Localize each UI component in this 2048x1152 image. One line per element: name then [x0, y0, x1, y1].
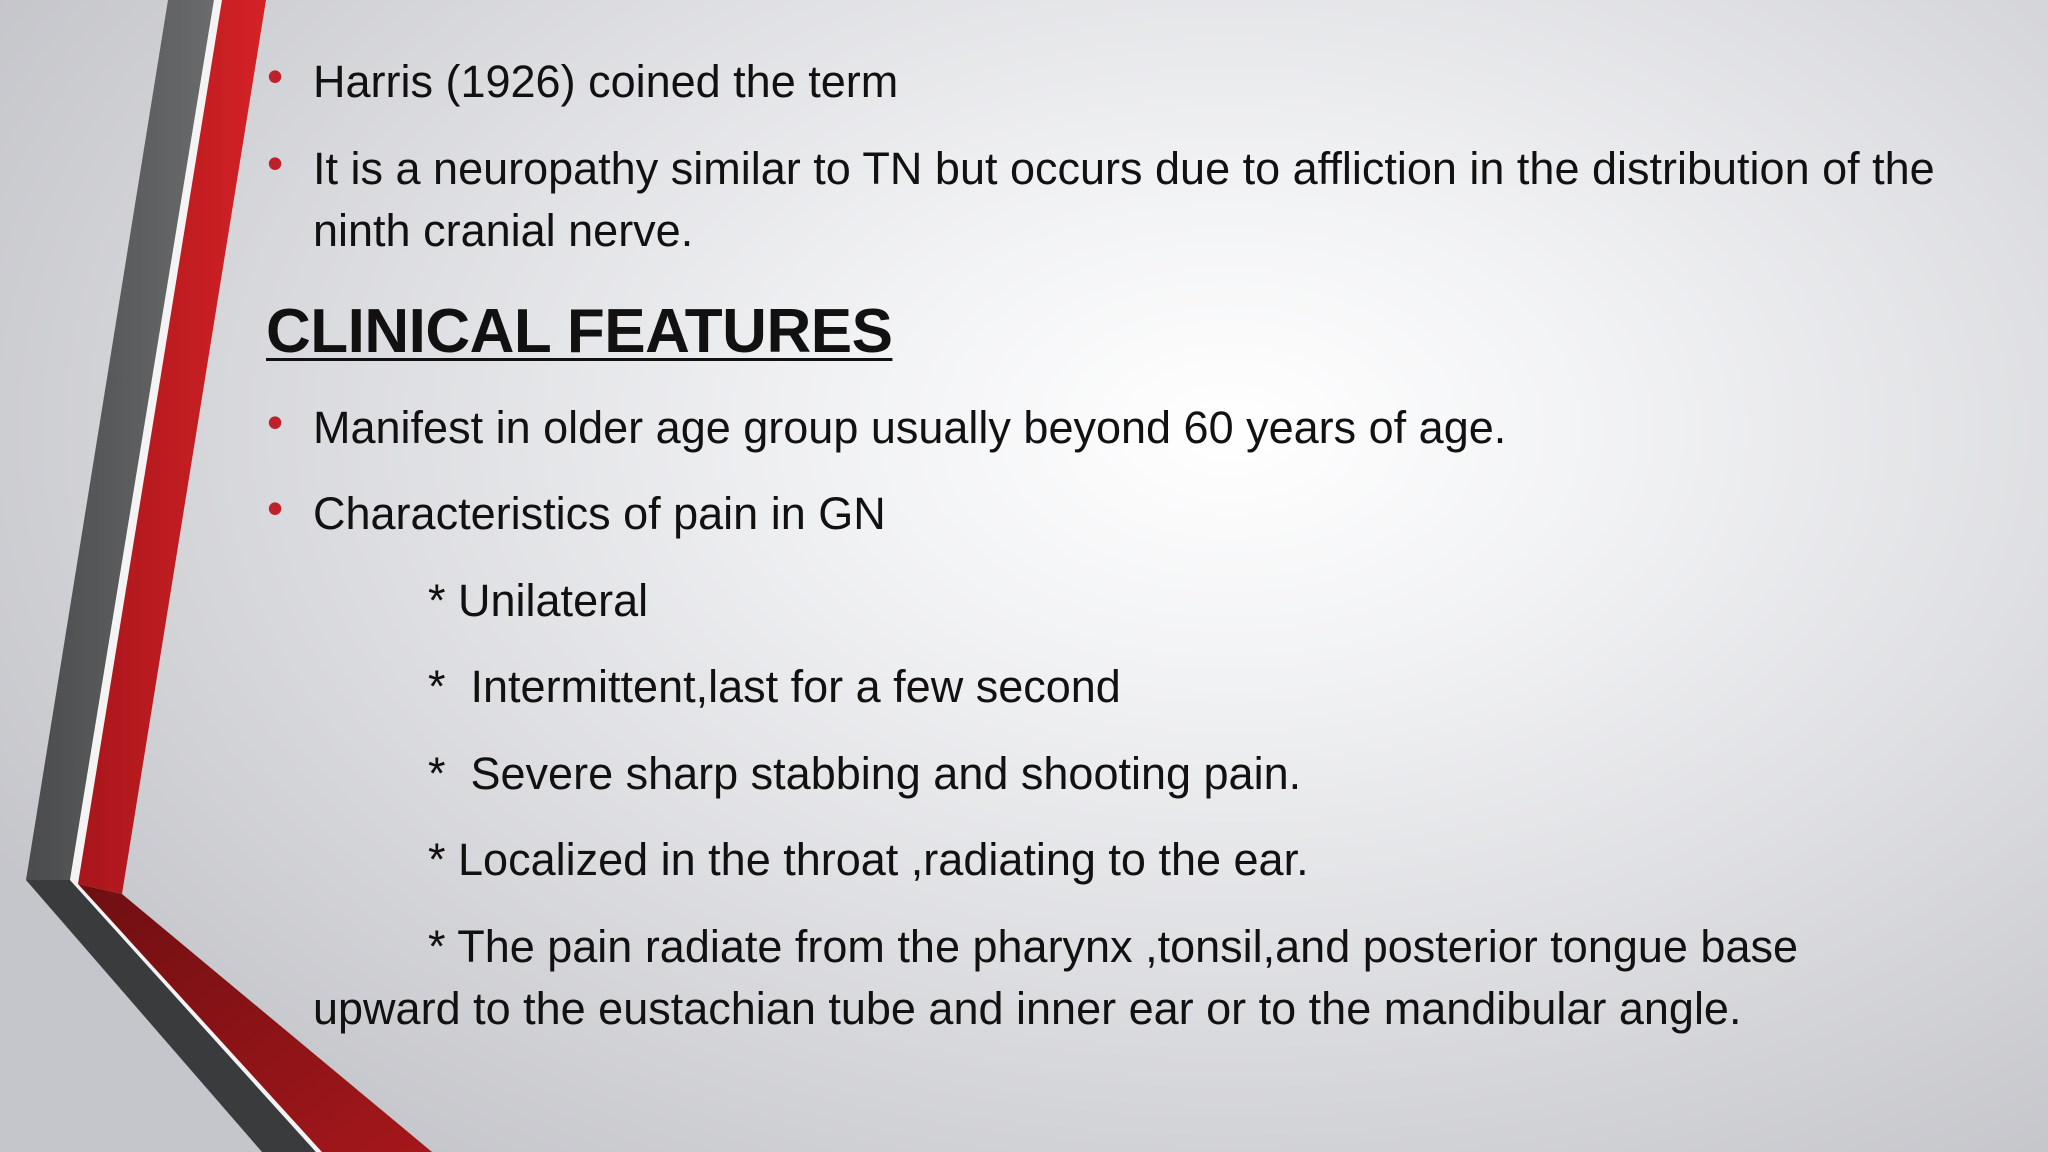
feature-bullet-text: Characteristics of pain in GN [313, 488, 886, 539]
pain-characteristic-item: * Unilateral [428, 575, 649, 626]
pain-characteristic-item: * Intermittent,last for a few second [428, 661, 1121, 712]
bullet-dot-icon: • [267, 137, 284, 189]
intro-bullet-text: Harris (1926) coined the term [313, 56, 899, 107]
feature-bullet-text: Manifest in older age group usually beyond 60 years of age. [313, 402, 1507, 453]
intro-bullet-item [267, 137, 1973, 262]
pain-characteristic-item: * Localized in the throat ,radiating to the ear. [428, 834, 1309, 885]
pain-characteristic-item: * Severe sharp stabbing and shooting pain. [428, 748, 1302, 799]
feature-bullet-item [267, 396, 1973, 459]
intro-bullet-item [267, 50, 1973, 113]
pain-characteristic-item: * The pain radiate from the pharynx ,tonsil,and posterior tongue base upward to the eustachian tube and inner ear or to the mandibular angle. [313, 921, 1799, 1034]
bullet-dot-icon: • [267, 396, 284, 448]
feature-bullet-item [267, 482, 1973, 545]
bullet-dot-icon: • [267, 50, 284, 102]
intro-bullet-text: It is a neuropathy similar to TN but occurs due to affliction in the distribution of the ninth cranial nerve. [313, 143, 1935, 256]
bullet-dot-icon: • [267, 482, 284, 534]
section-heading: CLINICAL FEATURES [266, 297, 893, 366]
